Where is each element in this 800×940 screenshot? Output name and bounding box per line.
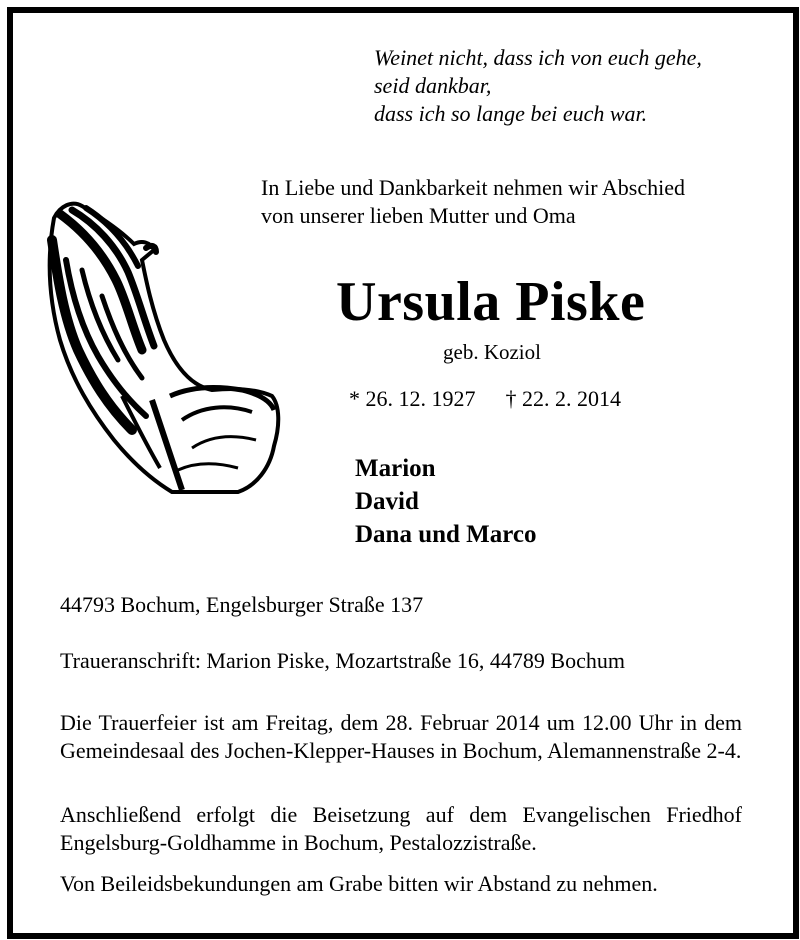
poem-line: Weinet nicht, dass ich von euch gehe, [374, 45, 702, 70]
birth-date: * 26. 12. 1927 [349, 386, 476, 411]
praying-hands-icon [42, 200, 282, 495]
mourner-name: Dana und Marco [355, 521, 537, 548]
mourner-name: Marion [355, 455, 436, 482]
intro-line: von unserer lieben Mutter und Oma [261, 203, 576, 228]
life-dates [349, 386, 621, 412]
birth-name: geb. Koziol [443, 340, 541, 364]
poem-line: seid dankbar, [374, 73, 492, 98]
intro-line: In Liebe und Dankbarkeit nehmen wir Abschied [261, 175, 685, 200]
intro-text [261, 174, 685, 230]
family-address: 44793 Bochum, Engelsburger Straße 137 [60, 592, 424, 617]
ceremony-paragraph: Die Trauerfeier ist am Freitag, dem 28. Februar 2014 um 12.00 Uhr in dem Gemeindesaal des Jochen-Klepper-Hauses in Bochum, Alemannenstraße 2-4. [60, 710, 742, 763]
mourning-address: Traueranschrift: Marion Piske, Mozartstraße 16, 44789 Bochum [60, 648, 625, 673]
death-date: † 22. 2. 2014 [505, 386, 621, 411]
mourners-list [355, 452, 537, 551]
mourner-name: David [355, 488, 419, 515]
condolence-paragraph: Von Beileidsbekundungen am Grabe bitten wir Abstand zu nehmen. [60, 871, 658, 896]
burial-paragraph: Anschließend erfolgt die Beisetzung auf dem Evangelischen Friedhof Engelsburg-Goldhamme in Bochum, Pestalozzistraße. [60, 802, 742, 855]
deceased-name: Ursula Piske [336, 271, 646, 333]
poem [374, 44, 702, 128]
poem-line: dass ich so lange bei euch war. [374, 101, 648, 126]
